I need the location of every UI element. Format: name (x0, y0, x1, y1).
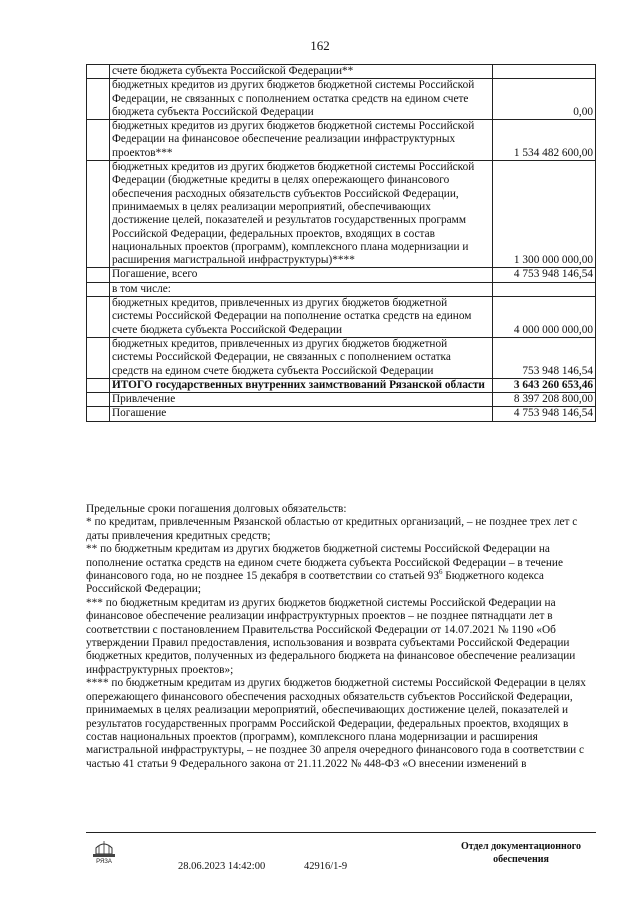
row-amount: 8 397 208 800,00 (493, 393, 596, 407)
table-row (87, 393, 596, 407)
row-amount: 4 753 948 146,54 (493, 268, 596, 282)
row-amount: 1 534 482 600,00 (493, 120, 596, 161)
row-amount: 4 753 948 146,54 (493, 407, 596, 421)
row-amount: 1 300 000 000,00 (493, 161, 596, 268)
note-2: ** по бюджетным кредитам из других бюджетов бюджетной системы Российской Федерации на пополнение остатка средств на едином счете бюджета субъекта Российской Федерации – в течение финансового года, но не позднее 15 декабря в соответствии со статьей $93^6$ Бюджетного кодекса Российской Федерации; (86, 543, 563, 596)
table-row-total (87, 378, 596, 392)
note-3: *** по бюджетным кредитам из других бюджетов бюджетной системы Российской Федерации на финансовое обеспечение реализации инфраструктурных проектов – не позднее пятнадцати лет в соответствии с постановлением Правительства Российской Федерации от 14.07.2021 № 1190 «Об утверждении Правил предоставления, использования и возврата субъектами Российской Федерации бюджетных кредитов, полученных из федерального бюджета на финансовое обеспечение реализации инфраструктурных проектов»; (86, 596, 576, 676)
row-description: бюджетных кредитов, привлеченных из других бюджетов бюджетной системы Российской Федерации, не связанных с пополнением остатка средств на едином счете бюджета субъекта Российской Федерации (110, 337, 493, 378)
page-number: 162 (310, 38, 330, 53)
footer-date: 28.06.2023 14:42:00 (178, 861, 266, 872)
row-description: ИТОГО государственных внутренних заимствований Рязанской области (110, 378, 493, 392)
table-row (87, 120, 596, 161)
row-description: в том числе: (110, 282, 493, 296)
table-row (87, 65, 596, 79)
row-amount (493, 282, 596, 296)
table-row (87, 268, 596, 282)
row-description: Погашение, всего (110, 268, 493, 282)
note-1: * по кредитам, привлеченным Рязанской областью от кредитных организаций, – не позднее трех лет с даты привлечения кредитных средств; (86, 516, 578, 542)
notes-heading: Предельные сроки погашения долговых обязательств: (86, 503, 347, 515)
row-description: бюджетных кредитов, привлеченных из других бюджетов бюджетной системы Российской Федерации на пополнение остатка средств на едином счете бюджета субъекта Российской Федерации (110, 297, 493, 338)
row-description: Погашение (110, 407, 493, 421)
superscript: 6 (438, 568, 443, 577)
borrowings-table (86, 64, 596, 422)
note-4: **** по бюджетным кредитам из других бюджетов бюджетной системы Российской Федерации в целях опережающего финансового обеспечения расходных обязательств субъектов Российской Федерации, принимаемых в целях реализации мероприятий, обеспечивающих достижение целей, показателей и результатов государственных программ Российской Федерации, федеральных проектов, входящих в состав национальных проектов (программ), комплексного плана модернизации и расширения магистральной инфраструктуры, – не позднее 30 апреля очередного финансового года в соответствии с частью 41 статьи 9 Федерального закона от 21.11.2022 № 448-ФЗ «О внесении изменений в (86, 677, 586, 770)
footer-doc-number: 42916/1-9 (304, 861, 348, 872)
row-description: счете бюджета субъекта Российской Федерации** (110, 65, 493, 79)
row-amount: 4 000 000 000,00 (493, 297, 596, 338)
repayment-notes (86, 503, 596, 771)
row-description: бюджетных кредитов из других бюджетов бюджетной системы Российской Федерации на финансовое обеспечение реализации инфраструктурных проектов*** (110, 120, 493, 161)
row-description: бюджетных кредитов из других бюджетов бюджетной системы Российской Федерации, не связанных с пополнением остатка средств на едином счете бюджета субъекта Российской Федерации (110, 79, 493, 120)
table-row (87, 407, 596, 421)
row-amount: 753 948 146,54 (493, 337, 596, 378)
row-amount (493, 65, 596, 79)
table-row (87, 337, 596, 378)
footer-divider (86, 832, 596, 833)
row-amount: 3 643 260 653,46 (493, 378, 596, 392)
table-row (87, 79, 596, 120)
row-description: бюджетных кредитов из других бюджетов бюджетной системы Российской Федерации (бюджетные кредиты в целях опережающего финансового обеспечения расходных обязательств субъектов Российской Федерации, принимаемых в целях реализации мероприятий, обеспечивающих достижение целей, показателей и результатов государственных программ Российской Федерации, федеральных проектов, входящих в состав национальных проектов (программ), комплексного плана модернизации и расширения магистральной инфраструктуры)**** (110, 161, 493, 268)
footer-department: Отдел документационного обеспечения (460, 841, 582, 865)
table-row (87, 282, 596, 296)
svg-text:РЯЗА: РЯЗА (96, 859, 112, 864)
table-row (87, 161, 596, 268)
row-description: Привлечение (110, 393, 493, 407)
coat-of-arms-icon (90, 838, 118, 864)
table-row (87, 297, 596, 338)
row-amount: 0,00 (493, 79, 596, 120)
